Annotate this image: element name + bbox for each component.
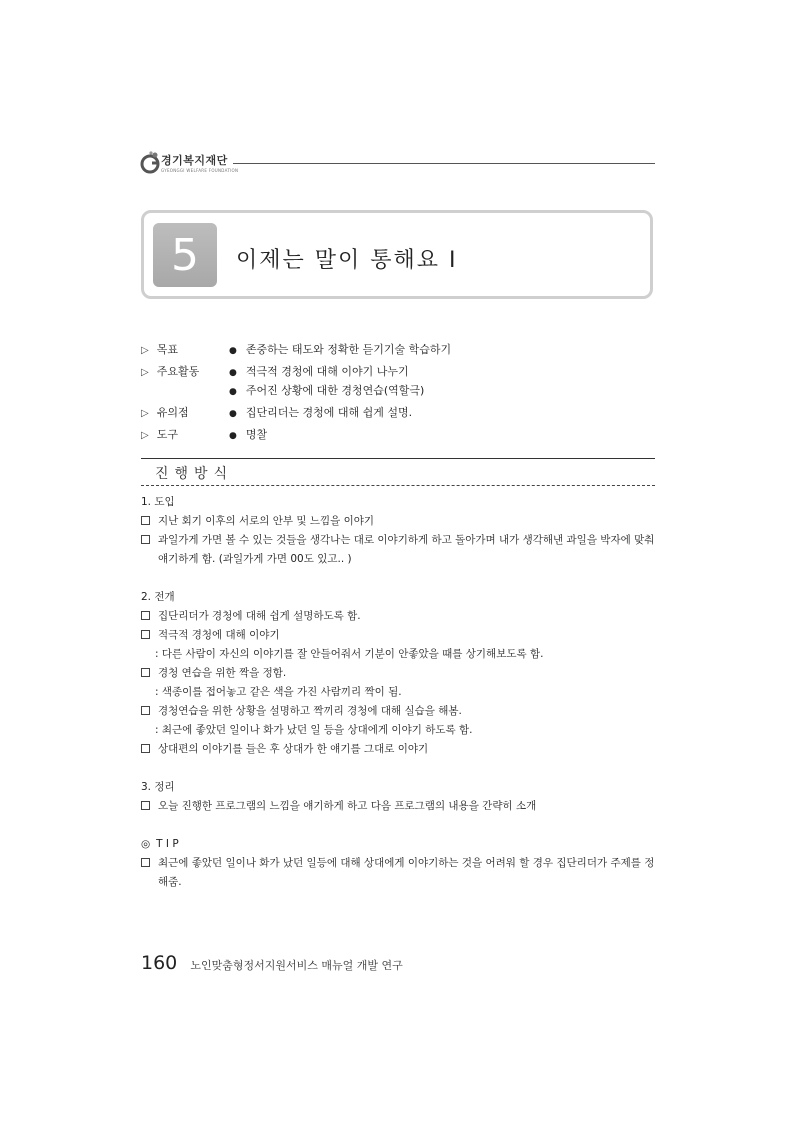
info-row-activities [141, 363, 655, 404]
checkbox-square-icon [141, 535, 150, 544]
footer-title: 노인맞춤형정서지원서비스 매뉴얼 개발 연구 [190, 959, 403, 972]
double-circle-icon: ◎ [141, 838, 151, 850]
bullet-icon: ● [229, 431, 237, 441]
list-subitem: : 색종이를 접어놓고 같은 색을 가진 사람끼리 짝이 됨. [155, 686, 402, 698]
page-number: 160 [141, 952, 178, 974]
list-item: 최근에 좋았던 일이나 화가 났던 일등에 대해 상대에게 이야기하는 것을 어려워 할 경우 집단리더가 주제를 정해줌. [141, 854, 659, 892]
list-item: 지난 회기 이후의 서로의 안부 및 느낌을 이야기 [141, 512, 659, 531]
checkbox-square-icon [141, 516, 150, 525]
list-item: 오늘 진행한 프로그램의 느낌을 얘기하게 하고 다음 프로그램의 내용을 간략히 소개 [141, 797, 659, 816]
bullet-icon: ● [229, 368, 237, 378]
list-subitem: : 최근에 좋았던 일이나 화가 났던 일 등을 상대에게 이야기 하도록 함. [155, 724, 473, 736]
list-item: 집단리더가 경청에 대해 쉽게 설명하도록 함. [141, 607, 659, 626]
logo-name: 경기복지재단 [161, 154, 228, 167]
page-footer [141, 952, 403, 974]
checkbox-square-icon [141, 801, 150, 810]
info-key: 주요활동 [156, 365, 200, 378]
triangle-icon: ▷ [141, 367, 149, 378]
info-key: 목표 [156, 343, 178, 356]
header-rule [233, 163, 655, 164]
info-value: 주어진 상황에 대한 경청연습(역할극) [245, 384, 425, 397]
list-item: 과일가게 가면 볼 수 있는 것들을 생각나는 대로 이야기하게 하고 돌아가며 내가 생각해낸 과일을 박자에 맞춰 얘기하게 함. (과일가게 가면 00도 있고.. ) [141, 531, 659, 569]
tip-title: ◎ T I P [141, 838, 179, 850]
list-subitem: : 다른 사람이 자신의 이야기를 잘 안들어줘서 기분이 안좋았을 때를 상기해보도록 함. [155, 648, 544, 660]
page-header [139, 150, 655, 178]
section-title: 진행방식 [155, 466, 234, 482]
info-value: 존중하는 태도와 정확한 듣기기술 학습하기 [245, 343, 452, 356]
chapter-title-box [141, 210, 653, 299]
list-item: 경청연습을 위한 상황을 설명하고 짝끼리 경청에 대해 실습을 해봄. [141, 702, 659, 721]
info-row-tools [141, 426, 655, 448]
session-info [141, 341, 655, 448]
bullet-icon: ● [229, 346, 237, 356]
step-title: 1. 도입 [141, 496, 175, 508]
info-row-notes [141, 404, 655, 426]
checkbox-square-icon [141, 611, 150, 620]
chapter-title: 이제는 말이 통해요 Ⅰ [236, 248, 458, 273]
step-title: 3. 정리 [141, 781, 175, 793]
list-item: 적극적 경청에 대해 이야기 [141, 626, 659, 645]
info-key: 유의점 [156, 406, 189, 419]
step-title: 2. 전개 [141, 591, 175, 603]
checkbox-square-icon [141, 744, 150, 753]
triangle-icon: ▷ [141, 430, 149, 441]
list-item: 경청 연습을 위한 짝을 정함. [141, 664, 659, 683]
bullet-icon: ● [229, 387, 237, 397]
info-row-goal [141, 341, 655, 363]
procedure-body [141, 493, 659, 892]
chapter-number: 5 [153, 223, 217, 287]
foundation-logo-icon [139, 150, 161, 174]
triangle-icon: ▷ [141, 345, 149, 356]
checkbox-square-icon [141, 706, 150, 715]
logo-subtitle: GYEONGGI WELFARE FOUNDATION [161, 168, 239, 173]
triangle-icon: ▷ [141, 408, 149, 419]
list-item: 상대편의 이야기를 들은 후 상대가 한 얘기를 그대로 이야기 [141, 740, 659, 759]
section-heading [141, 458, 655, 486]
checkbox-square-icon [141, 630, 150, 639]
checkbox-square-icon [141, 668, 150, 677]
info-key: 도구 [156, 428, 178, 441]
info-value: 집단리더는 경청에 대해 쉽게 설명. [245, 406, 413, 419]
info-value: 적극적 경청에 대해 이야기 나누기 [245, 365, 409, 378]
checkbox-square-icon [141, 858, 150, 867]
bullet-icon: ● [229, 409, 237, 419]
info-value: 명찰 [245, 428, 268, 441]
